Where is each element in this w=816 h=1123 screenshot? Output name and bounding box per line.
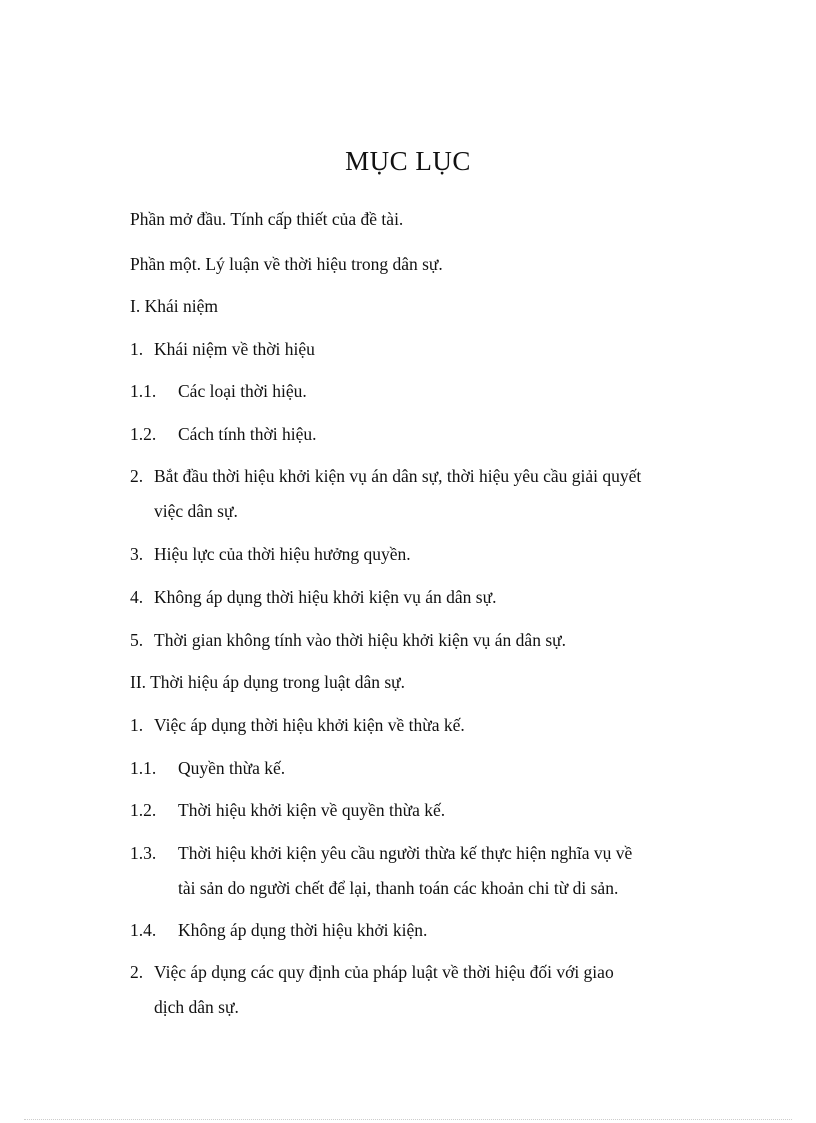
toc-entry-i-2 bbox=[130, 465, 641, 487]
footer-divider bbox=[24, 1119, 792, 1120]
toc-entry-text: Thời gian không tính vào thời hiệu khởi kiện vụ án dân sự. bbox=[154, 630, 566, 650]
toc-entry-number: 3. bbox=[130, 544, 144, 564]
toc-entry-number: 1.1. bbox=[130, 758, 157, 778]
toc-entry-i-1-1 bbox=[130, 380, 307, 402]
toc-entry-number: 2. bbox=[130, 962, 144, 982]
toc-entry-text: việc dân sự. bbox=[154, 501, 238, 521]
toc-entry-i-1-2 bbox=[130, 423, 317, 445]
toc-entry-text: II. Thời hiệu áp dụng trong luật dân sự. bbox=[130, 672, 406, 692]
toc-entry-text: Không áp dụng thời hiệu khởi kiện. bbox=[178, 920, 428, 940]
toc-entry-text: I. Khái niệm bbox=[130, 296, 218, 316]
toc-entry-text: Thời hiệu khởi kiện về quyền thừa kế. bbox=[178, 800, 446, 820]
toc-entry-ii-1-3-continuation bbox=[178, 877, 618, 899]
toc-entry-intro bbox=[130, 208, 403, 230]
toc-entry-ii-1-1 bbox=[130, 757, 285, 779]
toc-entry-ii-1-3 bbox=[130, 842, 632, 864]
toc-entry-text: Quyền thừa kế. bbox=[178, 758, 286, 778]
toc-entry-ii-2-continuation bbox=[154, 996, 239, 1018]
toc-entry-text: Khái niệm về thời hiệu bbox=[154, 339, 315, 359]
toc-entry-text: tài sản do người chết để lại, thanh toán các khoản chi từ di sản. bbox=[178, 878, 619, 898]
toc-entry-text: Thời hiệu khởi kiện yêu cầu người thừa kế thực hiện nghĩa vụ về bbox=[178, 843, 633, 863]
toc-entry-number: 4. bbox=[130, 587, 144, 607]
toc-entry-i-2-continuation bbox=[154, 500, 238, 522]
toc-entry-section-i bbox=[130, 295, 218, 317]
toc-entry-number: 2. bbox=[130, 466, 144, 486]
toc-entry-part-one bbox=[130, 253, 443, 275]
toc-entry-ii-1-2 bbox=[130, 799, 445, 821]
toc-entry-number: 1. bbox=[130, 715, 144, 735]
toc-entry-i-3 bbox=[130, 543, 411, 565]
toc-entry-i-5 bbox=[130, 629, 566, 651]
toc-entry-text: Bắt đầu thời hiệu khởi kiện vụ án dân sự, thời hiệu yêu cầu giải quyết bbox=[154, 466, 642, 486]
toc-entry-number: 1.4. bbox=[130, 920, 157, 940]
toc-entry-section-ii bbox=[130, 671, 405, 693]
toc-entry-ii-1-4 bbox=[130, 919, 427, 941]
toc-entry-number: 1.1. bbox=[130, 381, 157, 401]
toc-entry-ii-1 bbox=[130, 714, 465, 736]
toc-entry-text: Việc áp dụng các quy định của pháp luật về thời hiệu đối với giao bbox=[154, 962, 614, 982]
toc-entry-text: Hiệu lực của thời hiệu hưởng quyền. bbox=[154, 544, 411, 564]
toc-entry-ii-2 bbox=[130, 961, 614, 983]
toc-entry-i-1 bbox=[130, 338, 315, 360]
toc-entry-i-4 bbox=[130, 586, 496, 608]
toc-entry-number: 5. bbox=[130, 630, 144, 650]
toc-entry-number: 1.3. bbox=[130, 843, 157, 863]
toc-entry-text: Cách tính thời hiệu. bbox=[178, 424, 317, 444]
toc-entry-number: 1.2. bbox=[130, 800, 157, 820]
toc-entry-number: 1. bbox=[130, 339, 144, 359]
toc-entry-text: Phần mở đầu. Tính cấp thiết của đề tài. bbox=[130, 209, 404, 229]
toc-entry-text: Phần một. Lý luận về thời hiệu trong dân sự. bbox=[130, 254, 443, 274]
toc-entry-text: Các loại thời hiệu. bbox=[178, 381, 307, 401]
toc-entry-number: 1.2. bbox=[130, 424, 157, 444]
page-title: MỤC LỤC bbox=[345, 146, 471, 176]
toc-entry-text: dịch dân sự. bbox=[154, 997, 239, 1017]
toc-entry-text: Không áp dụng thời hiệu khởi kiện vụ án dân sự. bbox=[154, 587, 497, 607]
toc-entry-text: Việc áp dụng thời hiệu khởi kiện về thừa kế. bbox=[154, 715, 465, 735]
